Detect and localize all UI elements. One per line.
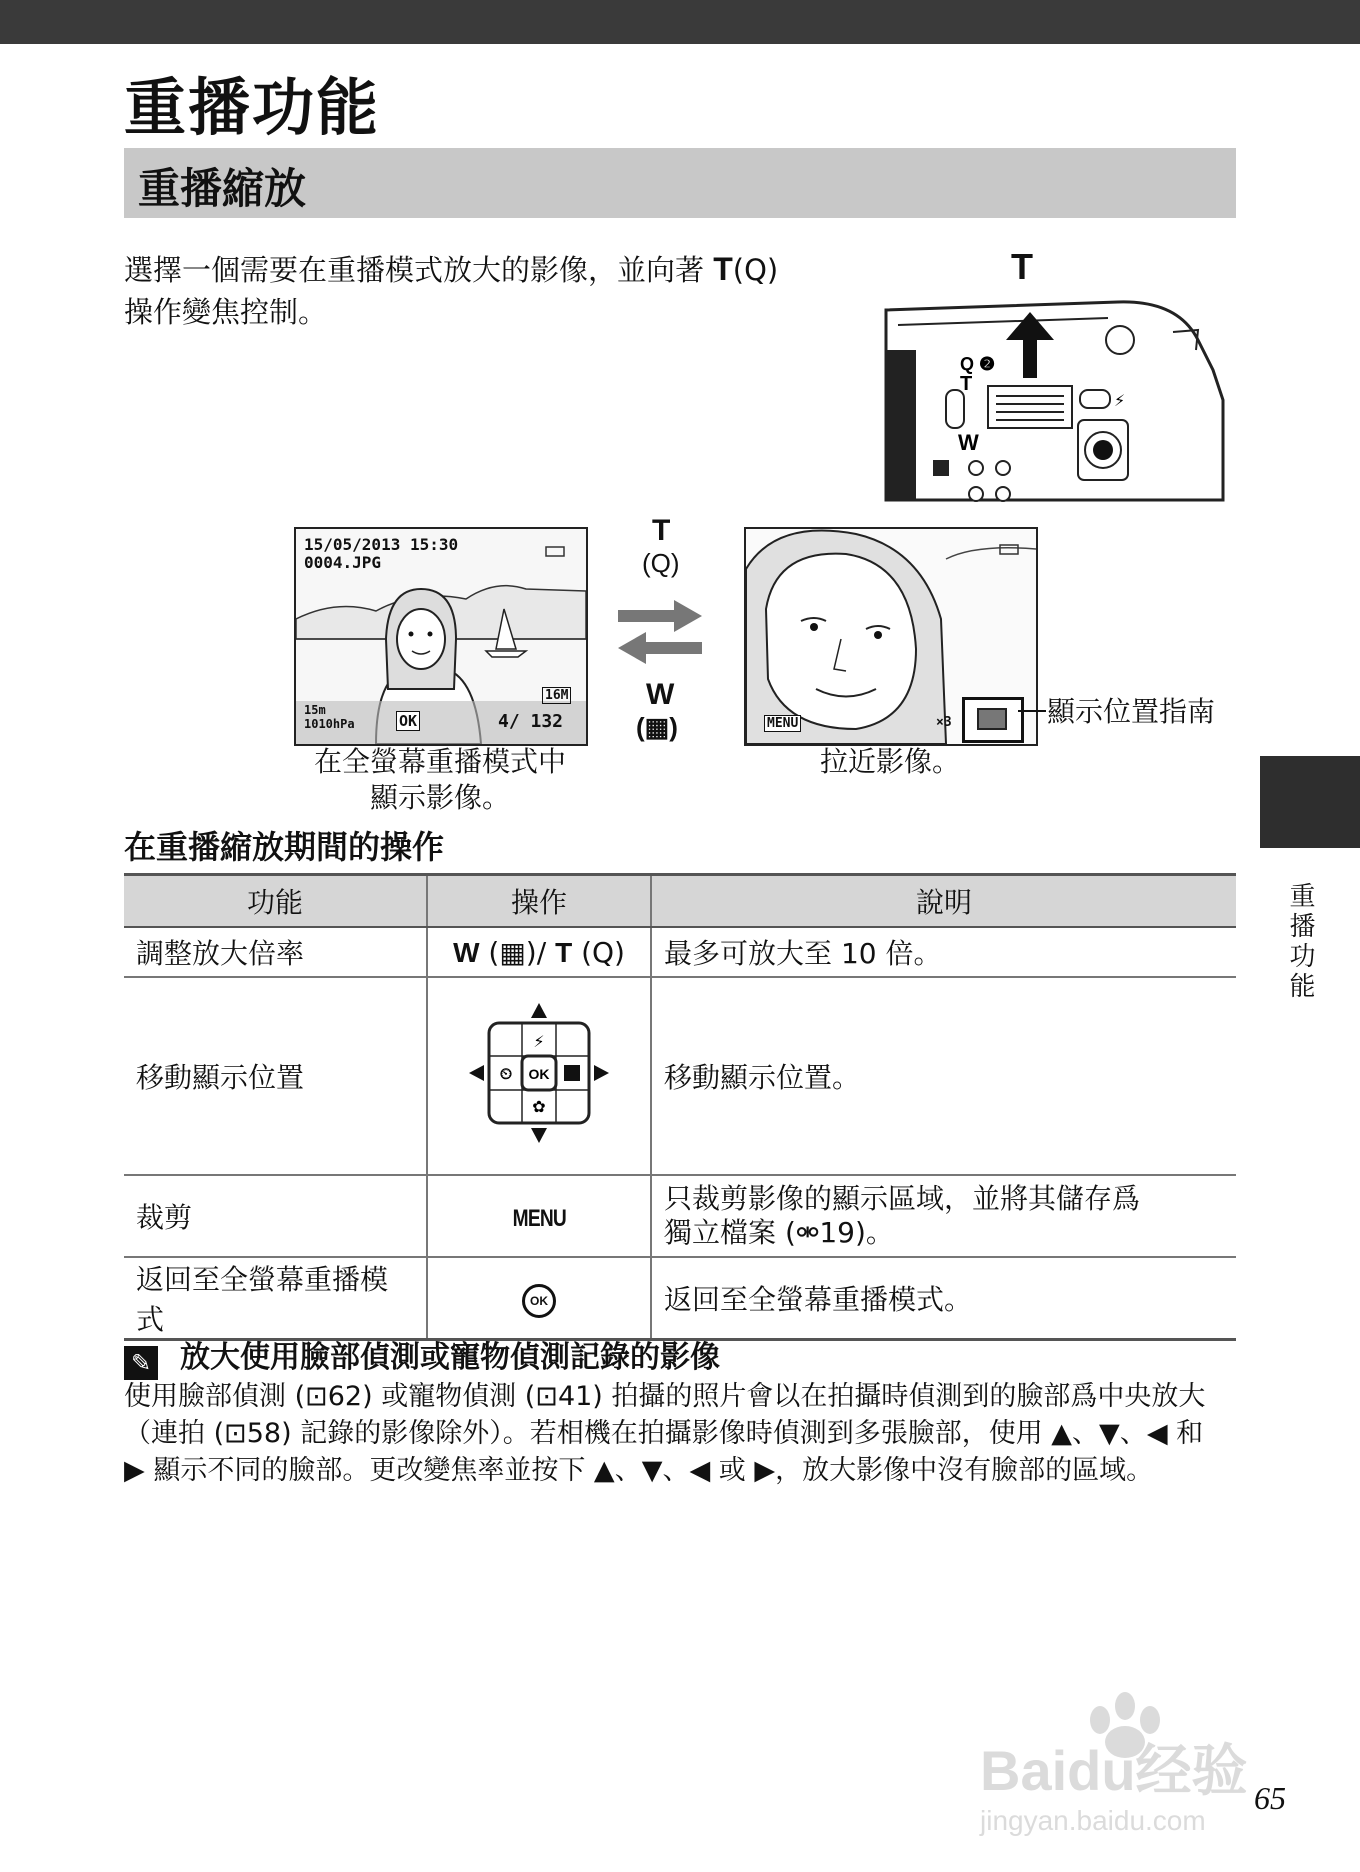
operations-heading: 在重播縮放期間的操作 (124, 828, 445, 866)
row-operation (427, 1175, 651, 1257)
camera-drawing (878, 250, 1238, 505)
pencil-icon: ✎ (124, 1346, 158, 1380)
slider-w-label: W (958, 430, 979, 455)
row-description: 最多可放大至 10 倍。 (651, 927, 1236, 977)
lcd-datetime: 15/05/2013 15:30 (304, 535, 459, 554)
caption-left-line1: 在全螢幕重播模式中 (313, 745, 566, 778)
zoom-in-icon: (Q) (732, 253, 779, 287)
row-description-line2: 獨立檔案 (⚮19)。 (664, 1216, 894, 1249)
svg-text:OK: OK (528, 1065, 550, 1082)
row-function: 裁剪 (124, 1175, 427, 1257)
watermark-line1: Baidu经验 (980, 1739, 1248, 1802)
row-function: 調整放大倍率 (124, 927, 427, 977)
note-body (124, 1378, 1244, 1489)
row-function: 移動顯示位置 (124, 977, 427, 1175)
t-key: T (713, 251, 733, 287)
page-number: 65 (1254, 1780, 1286, 1816)
caption-left-line2: 顯示影像。 (369, 781, 510, 814)
lcd-menu-badge: MENU (764, 715, 801, 732)
baidu-watermark (970, 1680, 1260, 1840)
table-row (124, 977, 1236, 1175)
row-operation (427, 977, 651, 1175)
svg-text:⚡: ⚡ (533, 1031, 545, 1051)
lcd-filename: 0004.JPG (304, 553, 382, 572)
position-guide-box (962, 697, 1024, 743)
full-frame-playback-screen (294, 527, 588, 746)
slider-t-label: T (960, 373, 973, 395)
svg-text:Q ❷: Q ❷ (960, 354, 996, 374)
separator: / (536, 935, 556, 969)
camera-t-label: T (1011, 246, 1033, 287)
zoom-in-icon: (Q) (642, 548, 680, 578)
page-title: 重播功能 (124, 71, 381, 144)
row-function: 返回至全螢幕重播模式 (124, 1257, 427, 1340)
thumbnail-icon: (▦) (636, 712, 678, 742)
note-line2: （連拍 (⊡58) 記錄的影像除外）。若相機在拍攝影像時偵測到多張臉部，使用 ▲、▼、◀ 和 (124, 1418, 1204, 1449)
zoom-t-label: T (652, 514, 671, 547)
caption-zoomed: 拉近影像。 (819, 745, 960, 778)
table-row (124, 1175, 1236, 1257)
lcd-size-badge: 16M (542, 687, 571, 704)
position-guide-label: 顯示位置指南 (1047, 695, 1216, 728)
table-row (124, 927, 1236, 977)
note-heading (124, 1332, 720, 1380)
section-title: 重播縮放 (138, 164, 307, 213)
intro-text (124, 248, 864, 333)
header-function: 功能 (124, 875, 427, 928)
note-line3: ▶ 顯示不同的臉部。更改變焦率並按下 ▲、▼、◀ 或 ▶，放大影像中沒有臉部的區域。 (124, 1455, 1154, 1486)
header-description: 說明 (651, 875, 1236, 928)
note-title: 放大使用臉部偵測或寵物偵測記錄的影像 (180, 1340, 720, 1375)
row-operation (427, 927, 651, 977)
row-description: 移動顯示位置。 (651, 977, 1236, 1175)
caption-full-frame (290, 744, 590, 816)
intro-line2: 操作變焦控制。 (124, 295, 328, 329)
section-header (124, 148, 1236, 218)
guide-leader-line (1018, 710, 1046, 712)
lcd-zoom-indicator: ×3 (936, 715, 952, 730)
zoomed-playback-screen (744, 527, 1038, 746)
lcd-info-1: 15m (304, 703, 326, 717)
zoom-in-icon: (Q) (581, 935, 625, 969)
zoom-arrows-icon (614, 596, 706, 668)
header-operation: 操作 (427, 875, 651, 928)
lcd-info-2: 1010hPa (304, 717, 355, 731)
svg-text:✿: ✿ (532, 1096, 546, 1116)
chapter-tab (1260, 756, 1360, 848)
lcd-edge (886, 350, 916, 500)
camera-zoom-control-illustration (878, 246, 1238, 505)
row-description: 返回至全螢幕重播模式。 (651, 1257, 1236, 1340)
intro-line1: 選擇一個需要在重播模式放大的影像，並向著 (124, 253, 714, 287)
w-key: W (453, 936, 480, 968)
top-bar (0, 0, 1360, 44)
position-guide-indicator (977, 708, 1007, 730)
row-description (651, 1175, 1236, 1257)
lcd-counter: 4/ 132 (498, 711, 564, 732)
chapter-tab-label: 重播功能 (1285, 882, 1315, 1002)
thumbnail-icon: (▦) (488, 935, 537, 969)
table-header-row (124, 875, 1236, 928)
table-row (124, 1257, 1236, 1340)
watermark-line2: jingyan.baidu.com (980, 1805, 1206, 1836)
menu-button-icon: MENU (512, 1204, 566, 1232)
svg-text:⏲: ⏲ (499, 1063, 513, 1083)
ok-button-icon: OK (522, 1284, 556, 1318)
svg-text:⚡: ⚡ (1114, 391, 1126, 410)
lcd-ok-badge: OK (396, 711, 420, 731)
t-key: T (555, 936, 573, 968)
note-line1: 使用臉部偵測 (⊡62) 或寵物偵測 (⊡41) 拍攝的照片會以在拍攝時偵測到的臉部爲中央放大 (124, 1381, 1206, 1412)
zoom-w-label: W (646, 678, 675, 711)
multi-selector-icon (464, 998, 614, 1148)
row-description-line1: 只裁剪影像的顯示區域，並將其儲存爲 (664, 1182, 1141, 1215)
operations-table (124, 873, 1236, 1341)
row-operation (427, 1257, 651, 1340)
